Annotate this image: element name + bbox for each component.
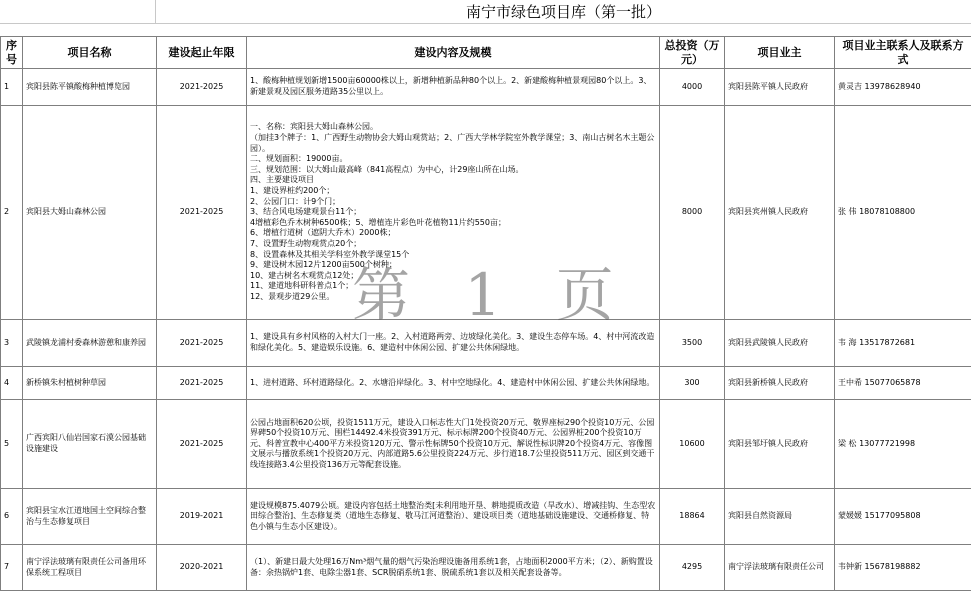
cell-content: 公园占地面积620公顷，投资1511万元，建设入口标志性大门1处投资20万元、敬界座标290个投资10万元、公园界碑50个投资10万元、围栏14492.4米投资391万元、标示标牌200个投资40万元、公园界桩200个投资10万元、科普宣教中心400平方米投资120万元、警示性标牌50个投资10万元、解说性标识牌20个投资4万元、容像图文展示与播放系统1个投资20万元、内部道路5.6公里投资224万元、步行道18.7公里投资511万元、园区到交通干线连接路3.4公里投资136万元等配套设施。 [247,400,660,489]
table-row [1,367,971,400]
cell-project-name: 武陵镇龙浦村委森林游憩和康养园 [23,320,157,367]
project-table [0,36,971,591]
cell-investment: 8000 [660,106,725,320]
cell-period: 2020-2021 [157,545,247,591]
cell-project-name: 广西宾阳八仙岩国家石漠公园基础设施建设 [23,400,157,489]
header-period: 建设起止年限 [157,37,247,69]
cell-contact: 王中希 15077065878 [835,367,971,400]
cell-owner: 宾阳县自然资源局 [725,489,835,545]
cell-owner: 宾阳县陈平镇人民政府 [725,69,835,106]
cell-no: 3 [1,320,23,367]
cell-owner: 宾阳县邹圩镇人民政府 [725,400,835,489]
page-watermark: 第 1 页 [352,261,632,329]
cell-project-name: 南宁浮法玻璃有限责任公司备用环保系统工程项目 [23,545,157,591]
cell-investment: 18864 [660,489,725,545]
cell-period: 2021-2025 [157,367,247,400]
header-owner: 项目业主 [725,37,835,69]
header-row [1,37,971,69]
table-row [1,69,971,106]
cell-investment: 4295 [660,545,725,591]
cell-investment: 300 [660,367,725,400]
cell-no: 5 [1,400,23,489]
cell-investment: 3500 [660,320,725,367]
cell-period: 2019-2021 [157,489,247,545]
cell-project-name: 新桥镇朱村植树种草园 [23,367,157,400]
cell-content: 1、进村道路、环村道路绿化。2、水塘沿岸绿化。3、村中空地绿化。4、建造村中休闲公园、扩建公共休闲绿地。 [247,367,660,400]
table-row [1,400,971,489]
header-no: 序号 [1,37,23,69]
cell-project-name: 宾阳县大姆山森林公园 [23,106,157,320]
cell-owner: 宾阳县新桥镇人民政府 [725,367,835,400]
cell-owner: 宾阳县武陵镇人民政府 [725,320,835,367]
cell-contact: 韦 海 13517872681 [835,320,971,367]
cell-content: 建设规模875.4079公顷。建设内容包括土地整治类[未利用地开垦、耕地提质改造（旱改水）、增减挂钩、生态型农田综合整治]、生态修复类（道地生态修复、敬马江河道整治）、建设项目类（道地基础设施建设、交通桥修复、特色小镇与生态小区建设）。 [247,489,660,545]
cell-project-name: 宾阳县陈平镇酸梅种植博览园 [23,69,157,106]
cell-content: 1、建设具有乡村风格的入村大门一座。2、入村道路两旁、边坡绿化美化。3、建设生态停车场。4、村中河流改造和绿化美化。5、建造娱乐设施。6、建造村中休闲公园、扩建公共休闲绿地。 [247,320,660,367]
cell-period: 2021-2025 [157,69,247,106]
sheet-corner-cell [0,0,156,24]
cell-content: 一、名称：宾阳县大姆山森林公园。 （加挂3个牌子：1、广西野生动物协会大姆山观赏站；2、广西大学林学院室外教学课堂；3、南山古树名木主题公园）。 二、规划面积：19000亩。 三、规划范围：以大姆山最高峰（841高程点）为中心，计29座山所在山场。 四、主要建设项目 1、建设界桩约200个； 2、公园门口：计9个门； 3、结合风电场建观景台11个； 4增植彩色乔木树种6500株；5、增植连片彩色叶花植物11片约550亩； 6、增植行道树（遮阴大乔木）2000株； 7、设置野生动物观赏点20个； 8、设置森林及其相关学科室外教学课堂15个 9、建设树木园12片1200亩500个树种； 10、建古树名木观赏点12处； 11、建道地科研科普点1个； 12、景观步道29公里。 [247,106,660,320]
header-contact: 项目业主联系人及联系方式 [835,37,971,69]
cell-investment: 4000 [660,69,725,106]
page-title: 南宁市绿色项目库（第一批） [156,0,971,24]
header-investment: 总投资（万元） [660,37,725,69]
header-content: 建设内容及规模 [247,37,660,69]
cell-period: 2021-2025 [157,400,247,489]
cell-contact: 张 伟 18078108800 [835,106,971,320]
cell-no: 6 [1,489,23,545]
cell-owner: 南宁浮法玻璃有限责任公司 [725,545,835,591]
cell-no: 7 [1,545,23,591]
cell-no: 2 [1,106,23,320]
cell-owner: 宾阳县宾州镇人民政府 [725,106,835,320]
cell-period: 2021-2025 [157,320,247,367]
cell-project-name: 宾阳县宝水江道地国土空间综合整治与生态修复项目 [23,489,157,545]
cell-contact: 韦钟新 15678198882 [835,545,971,591]
cell-content: 1、酸梅种植规划新增1500亩60000株以上，新增种植新品种80个以上。2、新建酸梅种植景观园80个以上。3、新建景观及园区服务道路35公里以上。 [247,69,660,106]
cell-content: （1）、新建日最大处理16万Nm³烟气量的烟气污染治理设施备用系统1套，占地面积2000平方米；（2）、新购置设备：余热锅炉1套、电除尘器1套、SCR脱硝系统1套、脱硫系统1套以及相关配套设备等。 [247,545,660,591]
table-row [1,106,971,320]
cell-no: 4 [1,367,23,400]
cell-contact: 黄灵吉 13978628940 [835,69,971,106]
cell-investment: 10600 [660,400,725,489]
table-row [1,545,971,591]
table-row [1,489,971,545]
header-project-name: 项目名称 [23,37,157,69]
cell-no: 1 [1,69,23,106]
table-row [1,320,971,367]
cell-contact: 梁 松 13077721998 [835,400,971,489]
cell-contact: 蒙媛媛 15177095808 [835,489,971,545]
cell-period: 2021-2025 [157,106,247,320]
